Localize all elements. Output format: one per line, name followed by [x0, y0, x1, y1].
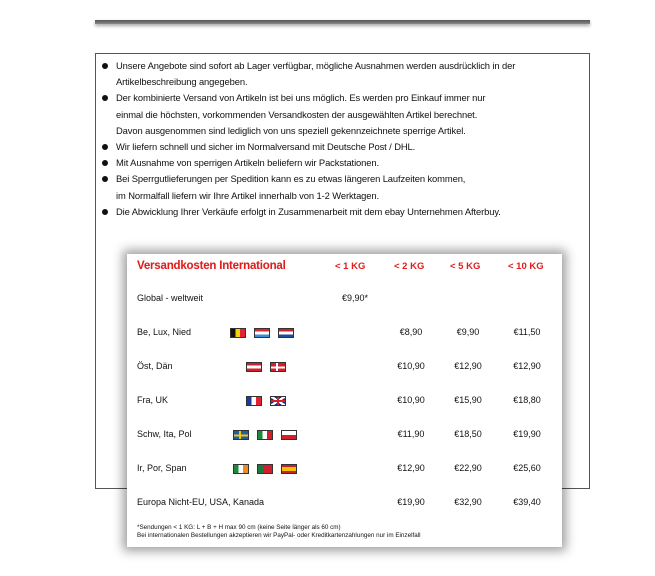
row-label: Europa Nicht-EU, USA, Kanada — [137, 497, 265, 507]
france-flag — [246, 396, 262, 406]
note-line: Mit Ausnahme von sperrigen Artikeln beliefern wir Packstationen. — [116, 157, 380, 169]
note-item — [100, 90, 590, 139]
shipping-notes-list — [100, 58, 590, 220]
poland-flag — [281, 430, 297, 440]
price-5kg: €15,90 — [454, 395, 482, 405]
note-line: Wir liefern schnell und sicher im Normalversand mit Deutsche Post / DHL. — [116, 141, 416, 153]
table-row — [127, 361, 562, 377]
note-item — [100, 58, 590, 90]
price-5kg: €22,90 — [454, 463, 482, 473]
column-header-10kg: < 10 KG — [508, 261, 544, 272]
price-5kg: €12,90 — [454, 361, 482, 371]
luxembourg-flag — [254, 328, 270, 338]
table-row — [127, 293, 562, 309]
shipping-cost-table — [127, 254, 562, 547]
price-10kg: €39,40 — [513, 497, 541, 507]
price-5kg: €32,90 — [454, 497, 482, 507]
table-row — [127, 395, 562, 411]
footnote-payment: Bei internationalen Bestellungen akzeptieren wir PayPal- oder Kreditkartenzahlungen nur im Einzelfall — [137, 531, 421, 539]
note-line: einmal die höchsten, vorkommenden Versandkosten der ausgewählten Artikel berechnet. — [116, 108, 478, 120]
note-line: Artikelbeschreibung angegeben. — [116, 76, 248, 88]
price-10kg: €11,50 — [513, 327, 541, 337]
italy-flag — [257, 430, 273, 440]
column-header-2kg: < 2 KG — [394, 261, 425, 272]
price-5kg: €9,90 — [456, 327, 480, 337]
note-item — [100, 155, 590, 171]
sweden-flag — [233, 430, 249, 440]
top-divider — [95, 20, 590, 24]
denmark-flag — [270, 362, 286, 372]
price-2kg: €10,90 — [397, 395, 425, 405]
table-row — [127, 429, 562, 445]
note-item — [100, 139, 590, 155]
price-10kg: €12,90 — [513, 361, 541, 371]
note-line: Bei Sperrgutlieferungen per Spedition kann es zu etwas längeren Laufzeiten kommen, — [116, 173, 466, 185]
belgium-flag — [230, 328, 246, 338]
row-label: Global - weltweit — [137, 293, 204, 303]
price-5kg: €18,50 — [454, 429, 482, 439]
note-line: im Normalfall liefern wir Ihre Artikel innerhalb von 1-2 Werktagen. — [116, 189, 380, 201]
table-row — [127, 327, 562, 343]
price-2kg: €8,90 — [399, 327, 423, 337]
price-2kg: €12,90 — [397, 463, 425, 473]
row-label: Fra, UK — [137, 395, 169, 405]
note-line: Davon ausgenommen sind lediglich von uns speziell gekennzeichnete sperrige Artikel. — [116, 124, 466, 136]
ireland-flag — [233, 464, 249, 474]
table-footnote — [137, 524, 421, 539]
note-line: Unsere Angebote sind sofort ab Lager verfügbar, mögliche Ausnahmen werden ausdrücklich in der — [116, 60, 516, 71]
row-label: Öst, Dän — [137, 361, 173, 371]
footnote-size-limit: *Sendungen < 1 KG: L + B + H max 90 cm (keine Seite länger als 60 cm) — [137, 524, 341, 531]
price-10kg: €18,80 — [513, 395, 541, 405]
row-label: Schw, Ita, Pol — [137, 429, 192, 439]
price-1kg: €9,90* — [341, 293, 369, 303]
price-10kg: €25,60 — [513, 463, 541, 473]
column-header-5kg: < 5 KG — [450, 261, 481, 272]
table-title: Versandkosten International — [137, 260, 286, 272]
price-2kg: €19,90 — [397, 497, 425, 507]
table-row — [127, 497, 562, 513]
austria-flag — [246, 362, 262, 372]
note-line: Der kombinierte Versand von Artikeln ist bei uns möglich. Es werden pro Einkauf immer nur — [116, 92, 486, 104]
table-row — [127, 463, 562, 479]
uk-flag — [270, 396, 286, 406]
row-label: Ir, Por, Span — [137, 463, 187, 473]
column-header-1kg: < 1 KG — [335, 261, 366, 272]
price-2kg: €11,90 — [397, 429, 425, 439]
price-2kg: €10,90 — [397, 361, 425, 371]
note-item — [100, 204, 590, 220]
price-10kg: €19,90 — [513, 429, 541, 439]
portugal-flag — [257, 464, 273, 474]
row-label: Be, Lux, Nied — [137, 327, 192, 337]
netherlands-flag — [278, 328, 294, 338]
note-item — [100, 171, 590, 203]
spain-flag — [281, 464, 297, 474]
note-line: Die Abwicklung Ihrer Verkäufe erfolgt in Zusammenarbeit mit dem ebay Unternehmen Afterbuy. — [116, 205, 501, 217]
